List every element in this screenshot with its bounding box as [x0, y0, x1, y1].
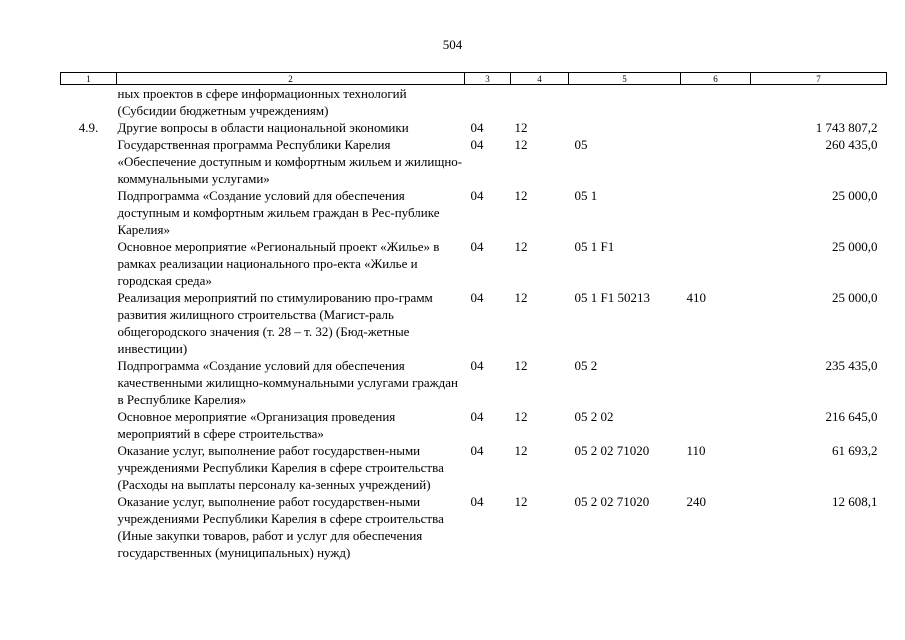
row-expense-type: [681, 85, 751, 120]
row-amount: 1 743 807,2: [815, 120, 878, 135]
row-subsection: 12: [514, 494, 528, 509]
row-name: Основное мероприятие «Региональный проект «Жилье» в рамках реализации национального про-екта «Жилье и городская среда»: [117, 239, 440, 288]
row-section: 04: [470, 358, 484, 373]
row-name: Оказание услуг, выполнение работ государствен-ными учреждениями Республики Карелия в сфере строительства (Иные закупки товаров, работ и услуг для обеспечения государственных (муниципальных) нужд): [117, 494, 444, 560]
row-name: Оказание услуг, выполнение работ государствен-ными учреждениями Республики Карелия в сфере строительства (Расходы на выплаты персоналу ка-зенных учреждений): [117, 443, 444, 492]
row-number: [61, 187, 117, 238]
column-header-6: 6: [681, 73, 751, 85]
row-number: [61, 238, 117, 289]
table-row: [61, 289, 887, 357]
row-expense-type: [681, 119, 751, 136]
row-target-code: 05 1 F1: [574, 239, 615, 254]
row-subsection: 12: [514, 137, 528, 152]
column-header-5: 5: [569, 73, 681, 85]
column-header-1: 1: [61, 73, 117, 85]
row-subsection: 12: [514, 358, 528, 373]
table-row: [61, 408, 887, 442]
row-section: 04: [470, 239, 484, 254]
row-target-code: [569, 85, 681, 120]
row-section: [465, 85, 511, 120]
table-row: [61, 493, 887, 561]
row-section: 04: [470, 290, 484, 305]
row-name: Реализация мероприятий по стимулированию про-грамм развития жилищного строительства (Магист-раль общегородского значения (т. 28 – т. 32) (Бюд-жетные инвестиции): [117, 290, 433, 356]
row-amount: 12 608,1: [832, 494, 878, 509]
page-number: 504: [442, 37, 463, 52]
row-number: [61, 85, 117, 120]
row-expense-type: [681, 238, 751, 289]
row-amount: 235 435,0: [825, 358, 878, 373]
row-subsection: 12: [514, 443, 528, 458]
row-name: Подпрограмма «Создание условий для обеспечения доступным и комфортным жильем граждан в Рес-публике Карелия»: [117, 188, 440, 237]
row-amount: [751, 85, 887, 120]
row-subsection: 12: [514, 188, 528, 203]
row-target-code: 05: [574, 137, 588, 152]
row-amount: 25 000,0: [832, 290, 878, 305]
row-section: 04: [470, 188, 484, 203]
table-row: [61, 85, 887, 120]
row-amount: 61 693,2: [832, 443, 878, 458]
row-name: Подпрограмма «Создание условий для обеспечения качественными жилищно-коммунальными услугами граждан в Республике Карелия»: [117, 358, 459, 407]
table-row: [61, 119, 887, 136]
row-section: 04: [470, 443, 484, 458]
row-expense-type: [681, 187, 751, 238]
row-amount: 25 000,0: [832, 188, 878, 203]
row-section: 04: [470, 137, 484, 152]
row-section: 04: [470, 494, 484, 509]
row-subsection: 12: [514, 239, 528, 254]
table-row: [61, 187, 887, 238]
row-number: [61, 357, 117, 408]
row-target-code: 05 2: [574, 358, 598, 373]
table-row: [61, 442, 887, 493]
row-target-code: 05 1 F1 50213: [574, 290, 650, 305]
column-header-2: 2: [117, 73, 465, 85]
row-section: 04: [470, 120, 484, 135]
column-header-7: 7: [751, 73, 887, 85]
row-subsection: 12: [514, 409, 528, 424]
row-amount: 260 435,0: [825, 137, 878, 152]
row-name: ных проектов в сфере информационных технологий (Субсидии бюджетным учреждениям): [117, 86, 407, 118]
row-number: [61, 493, 117, 561]
row-number: [61, 408, 117, 442]
row-amount: 216 645,0: [825, 409, 878, 424]
row-name: Другие вопросы в области национальной экономики: [117, 120, 409, 135]
row-expense-type: 240: [686, 494, 706, 509]
row-number: [61, 289, 117, 357]
row-expense-type: [681, 357, 751, 408]
row-number: [61, 442, 117, 493]
row-amount: 25 000,0: [832, 239, 878, 254]
row-subsection: [511, 85, 569, 120]
column-header-4: 4: [511, 73, 569, 85]
row-subsection: 12: [514, 290, 528, 305]
table-row: [61, 357, 887, 408]
row-name: Основное мероприятие «Организация проведения мероприятий в сфере строительства»: [117, 409, 396, 441]
table-row: [61, 136, 887, 187]
row-number: [61, 136, 117, 187]
row-target-code: 05 2 02: [574, 409, 614, 424]
row-section: 04: [470, 409, 484, 424]
column-header-3: 3: [465, 73, 511, 85]
row-expense-type: 110: [686, 443, 706, 458]
row-expense-type: [681, 136, 751, 187]
column-number-header: [61, 73, 887, 85]
row-subsection: 12: [514, 120, 528, 135]
row-name: Государственная программа Республики Карелия «Обеспечение доступным и комфортным жильем и жилищно-коммунальными услугами»: [117, 137, 463, 186]
row-expense-type: [681, 408, 751, 442]
budget-table: [60, 72, 887, 561]
row-number: 4.9.: [78, 120, 99, 135]
row-expense-type: 410: [686, 290, 706, 305]
row-target-code: 05 2 02 71020: [574, 494, 650, 509]
row-target-code: 05 1: [574, 188, 598, 203]
row-target-code: 05 2 02 71020: [574, 443, 650, 458]
table-row: [61, 238, 887, 289]
row-target-code: [569, 119, 681, 136]
